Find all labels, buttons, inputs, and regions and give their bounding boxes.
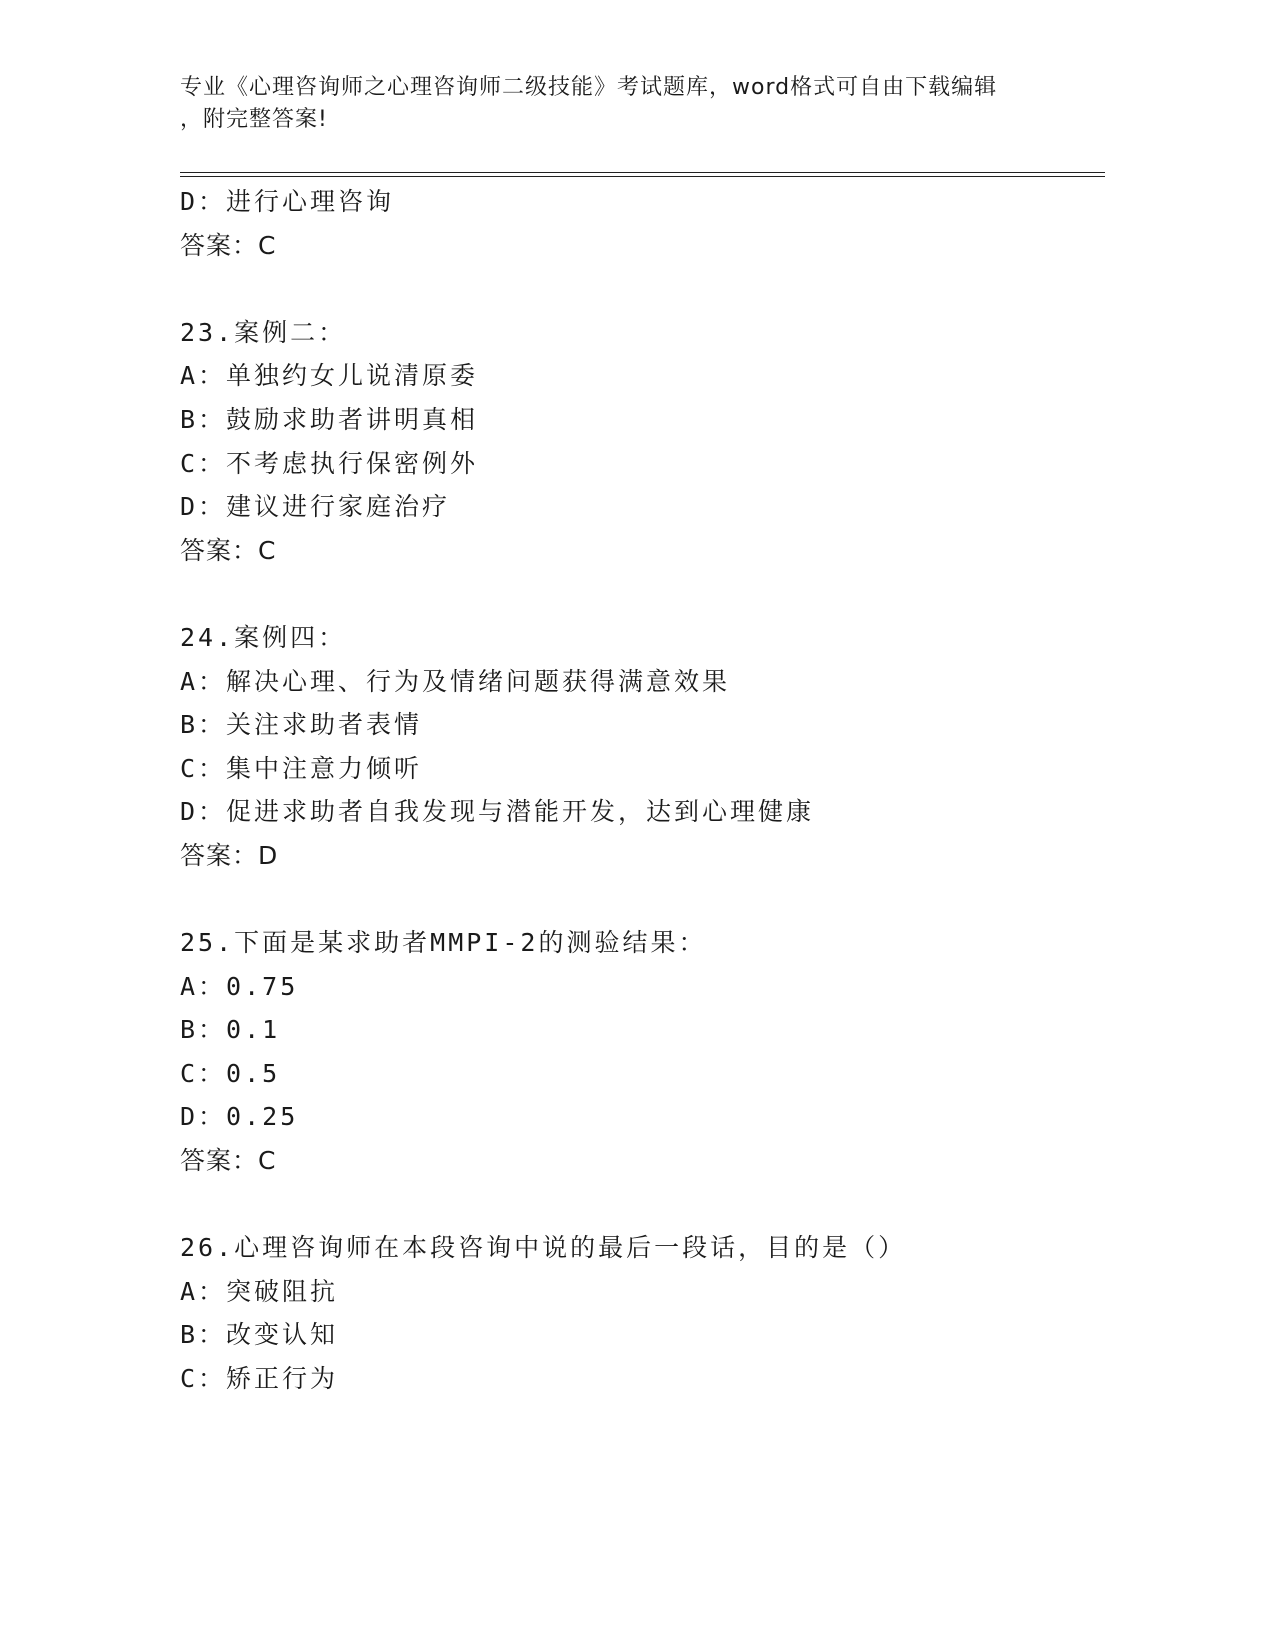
question-block (180, 1226, 1105, 1400)
option-a: A：单独约女儿说清原委 (180, 361, 479, 391)
option-b: B：关注求助者表情 (180, 710, 423, 740)
option-c: C：矫正行为 (180, 1364, 339, 1394)
spacer (180, 267, 1105, 311)
spacer (180, 878, 1105, 922)
question-block (180, 180, 1105, 267)
question-stem: 26.心理咨询师在本段咨询中说的最后一段话，目的是（） (180, 1233, 907, 1263)
question-stem: 25.下面是某求助者MMPI-2的测验结果： (180, 928, 707, 958)
option-d: D：促进求助者自我发现与潜能开发，达到心理健康 (180, 797, 815, 827)
option-a: A：0.75 (180, 971, 299, 1001)
option-d: D：进行心理咨询 (180, 187, 395, 216)
question-list (180, 180, 1105, 1401)
question-stem: 23.案例二： (180, 317, 347, 347)
answer-line: 答案：C (180, 230, 277, 260)
header-divider-top (180, 172, 1105, 173)
spacer (180, 1183, 1105, 1227)
spacer (180, 572, 1105, 616)
option-c: C：不考虑执行保密例外 (180, 448, 479, 478)
option-a: A：解决心理、行为及情绪问题获得满意效果 (180, 666, 731, 696)
option-d: D：建议进行家庭治疗 (180, 492, 451, 522)
question-block (180, 616, 1105, 878)
question-block (180, 921, 1105, 1183)
option-c: C：集中注意力倾听 (180, 753, 423, 783)
option-b: B：改变认知 (180, 1320, 339, 1350)
option-a: A：突破阻抗 (180, 1276, 339, 1306)
option-d: D：0.25 (180, 1102, 299, 1132)
option-c: C：0.5 (180, 1058, 281, 1088)
question-stem: 24.案例四： (180, 622, 347, 652)
option-b: B：0.1 (180, 1015, 281, 1045)
question-block (180, 311, 1105, 573)
header-line-2: ，附完整答案! (180, 107, 328, 132)
answer-line: 答案：D (180, 840, 279, 870)
document-header (180, 72, 1080, 136)
answer-line: 答案：C (180, 1146, 277, 1176)
header-divider-bottom (180, 176, 1105, 177)
answer-line: 答案：C (180, 535, 277, 565)
header-line-1: 专业《心理咨询师之心理咨询师二级技能》考试题库，word格式可自由下载编辑 (180, 75, 998, 100)
option-b: B：鼓励求助者讲明真相 (180, 404, 479, 434)
